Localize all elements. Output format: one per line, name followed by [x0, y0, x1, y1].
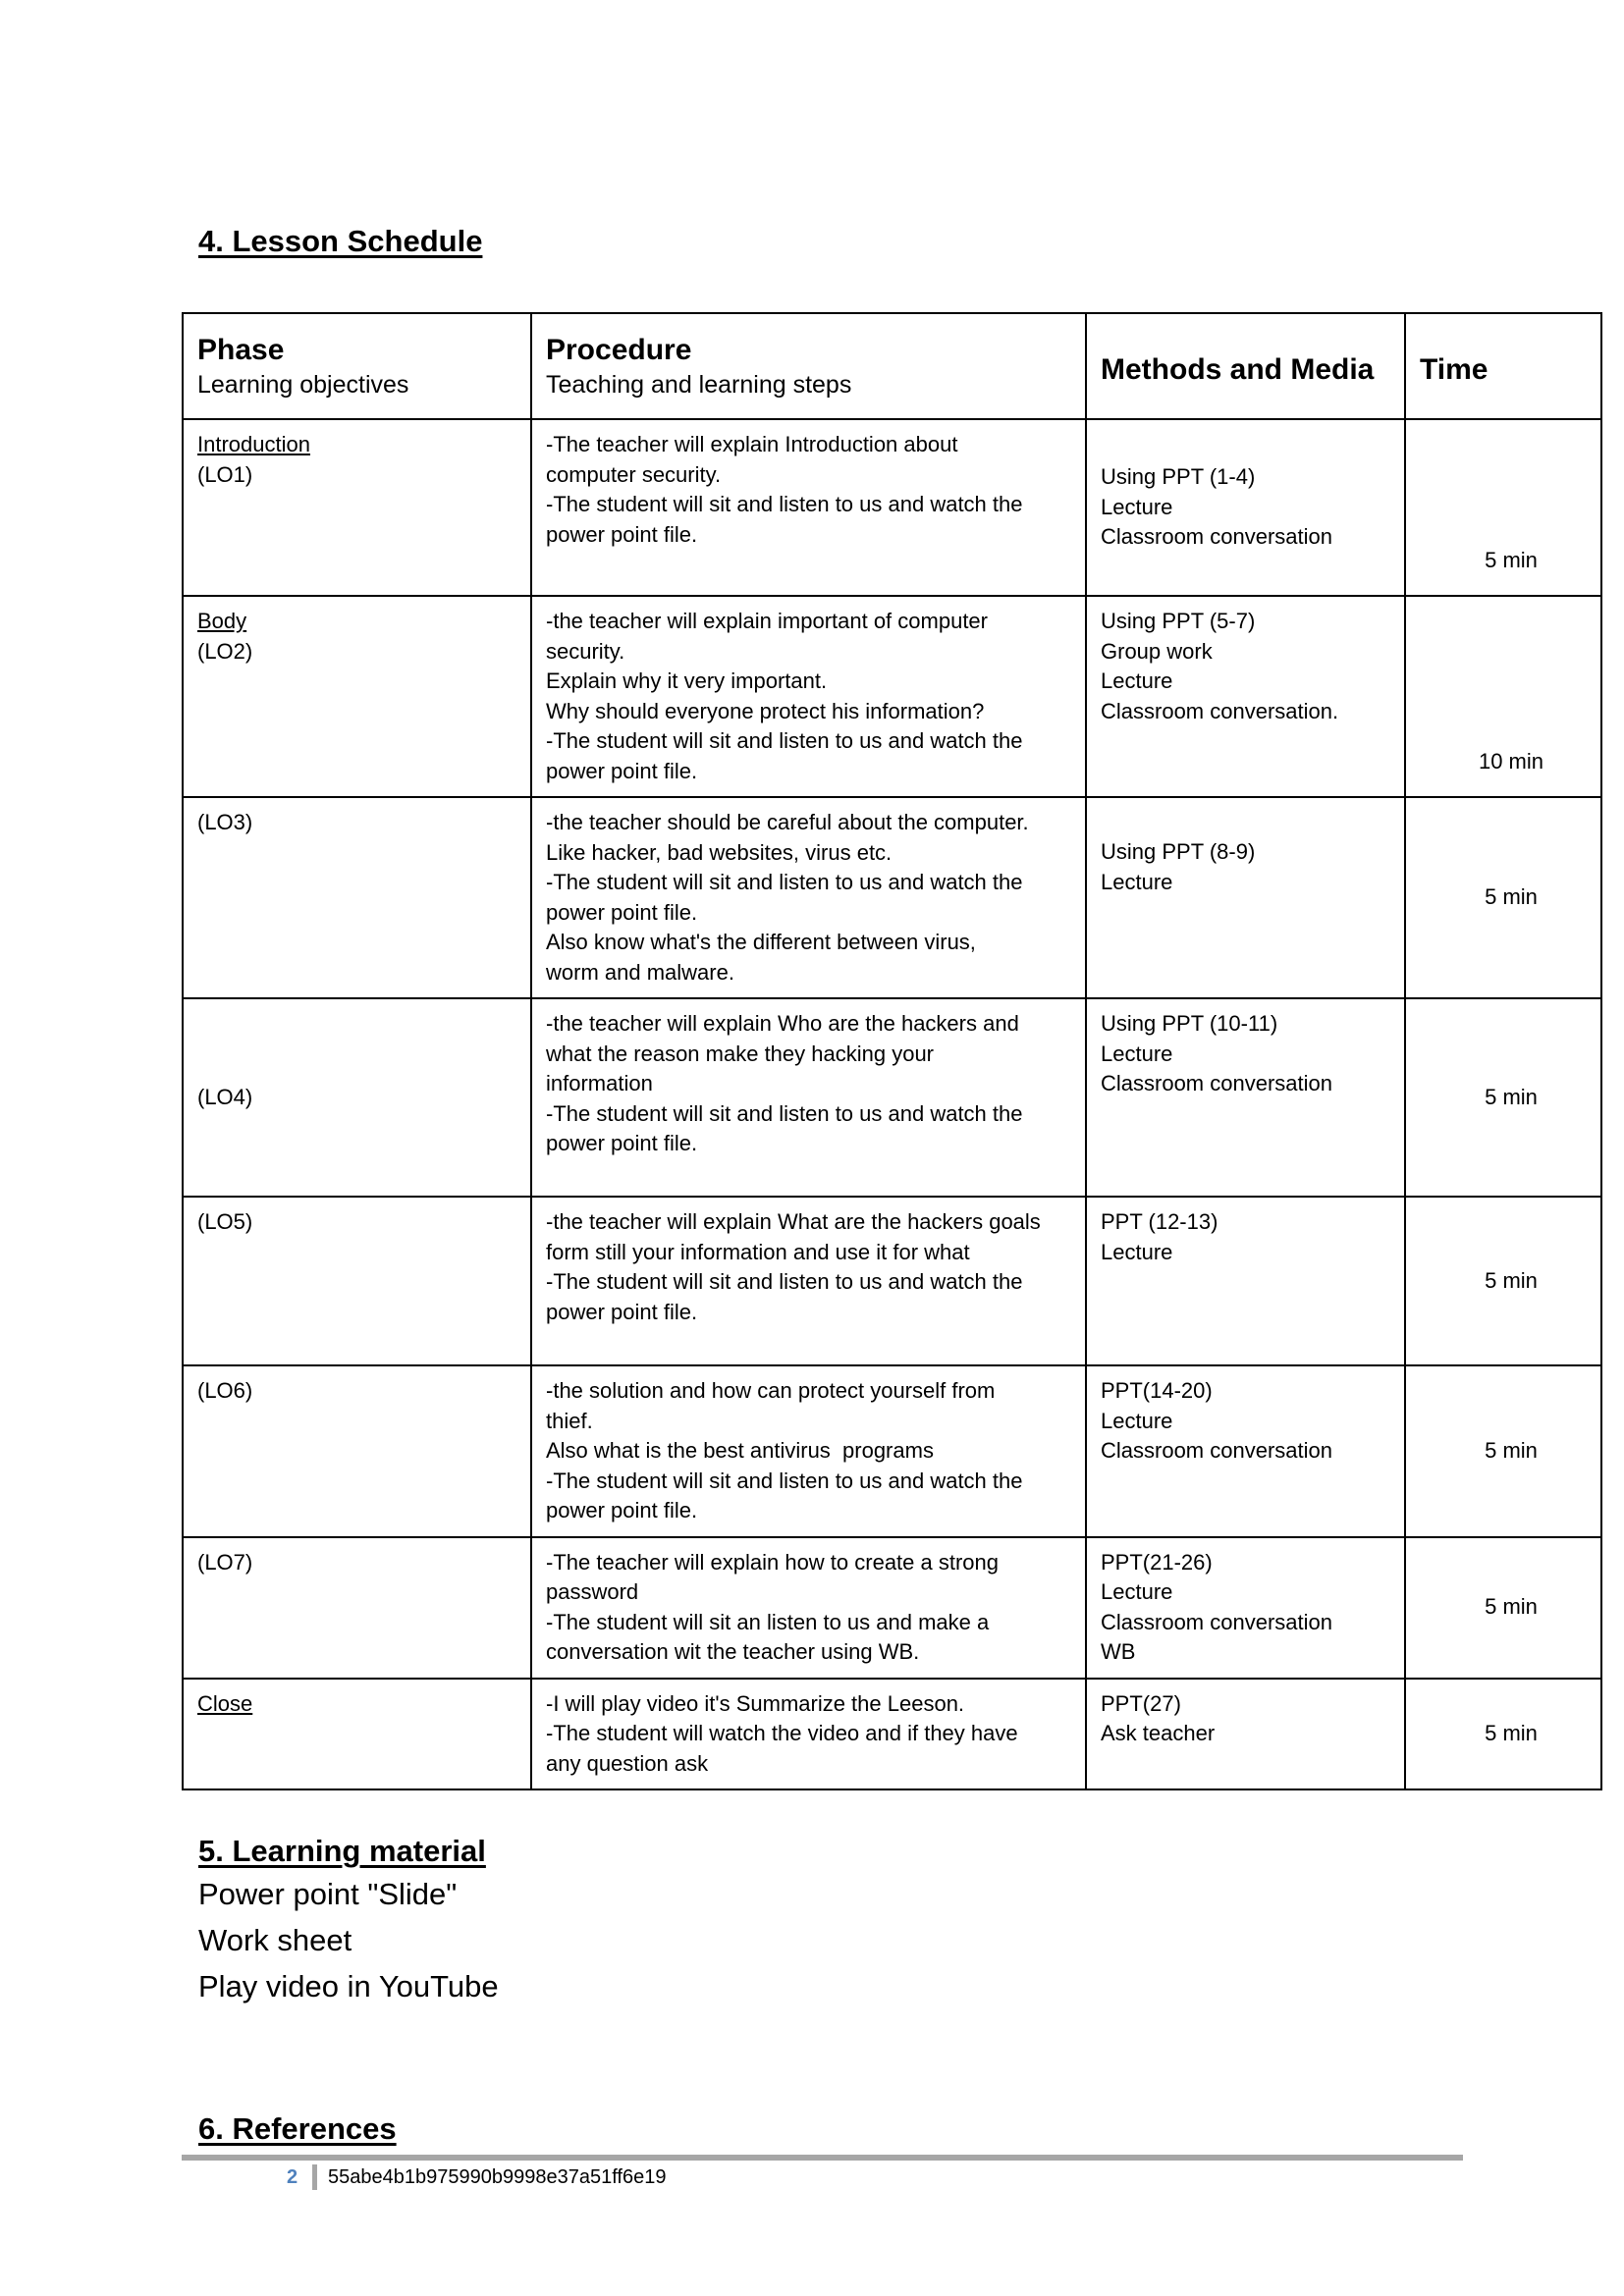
procedure-line: conversation wit the teacher using WB. — [546, 1639, 920, 1664]
section-5-heading: 5. Learning material — [198, 1834, 486, 1868]
time-cell: 5 min — [1405, 1537, 1601, 1679]
method-line: Classroom conversation. — [1101, 698, 1339, 723]
procedure-line: -The student will sit and listen to us and watch the — [546, 728, 1023, 753]
procedure-line: -The student will sit and listen to us and watch the — [546, 492, 1023, 516]
procedure-cell — [531, 797, 1086, 998]
method-line: WB — [1101, 1639, 1136, 1664]
learning-material-list — [198, 1871, 499, 2009]
procedure-line: any question ask — [546, 1750, 709, 1776]
procedure-line: what the reason make they hacking your — [546, 1041, 935, 1066]
header-procedure: Procedure Teaching and learning steps — [531, 313, 1086, 419]
procedure-line: -The teacher will explain Introduction about — [546, 432, 958, 456]
procedure-cell — [531, 1365, 1086, 1537]
methods-cell — [1086, 797, 1405, 998]
method-line: Using PPT (5-7) — [1101, 609, 1256, 633]
learning-objective-label: (LO5) — [197, 1209, 253, 1234]
phase-cell — [183, 596, 531, 797]
procedure-line: computer security. — [546, 461, 722, 487]
header-methods: Methods and Media — [1086, 313, 1405, 419]
method-line: Classroom conversation — [1101, 1609, 1332, 1634]
table-row — [183, 1679, 1601, 1790]
table-row — [183, 1365, 1601, 1537]
method-line: Lecture — [1101, 1579, 1173, 1604]
procedure-line: power point file. — [546, 758, 698, 783]
header-phase: Phase Learning objectives — [183, 313, 531, 419]
methods-cell — [1086, 1679, 1405, 1790]
procedure-line: -The teacher will explain how to create a strong — [546, 1549, 1000, 1575]
procedure-line: Why should everyone protect his information? — [546, 698, 985, 723]
procedure-line: worm and malware. — [546, 959, 734, 985]
method-line: Lecture — [1101, 869, 1173, 894]
phase-label: Close — [197, 1690, 253, 1716]
procedure-line: power point file. — [546, 1131, 698, 1155]
procedure-line: -the teacher will explain Who are the hackers and — [546, 1011, 1019, 1036]
procedure-line: -the teacher will explain What are the hackers goals — [546, 1209, 1041, 1234]
phase-cell — [183, 1679, 531, 1790]
lesson-schedule-table — [182, 312, 1602, 1790]
procedure-line: form still your information and use it for what — [546, 1239, 970, 1264]
procedure-line: -The student will watch the video and if they have — [546, 1721, 1018, 1745]
time-cell: 5 min — [1405, 797, 1601, 998]
methods-cell — [1086, 1197, 1405, 1365]
procedure-line: -The student will sit and listen to us and watch the — [546, 1100, 1023, 1126]
method-line: Classroom conversation — [1101, 1438, 1332, 1463]
list-item: Play video in YouTube — [198, 1969, 499, 2003]
method-line: PPT (12-13) — [1101, 1209, 1218, 1234]
time-cell: 5 min — [1405, 419, 1601, 596]
table-row — [183, 596, 1601, 797]
list-item: Power point "Slide" — [198, 1877, 458, 1911]
procedure-line: power point file. — [546, 1299, 698, 1324]
table-row — [183, 1197, 1601, 1365]
procedure-line: -the teacher should be careful about the computer. — [546, 810, 1029, 834]
method-line: Using PPT (1-4) — [1101, 464, 1256, 490]
procedure-line: power point file. — [546, 1498, 698, 1522]
procedure-cell — [531, 596, 1086, 797]
section-4-heading: 4. Lesson Schedule — [198, 224, 483, 258]
phase-cell — [183, 1537, 531, 1679]
time-cell: 10 min — [1405, 596, 1601, 797]
method-line: PPT(21-26) — [1101, 1549, 1213, 1575]
footer-page-number: 2 — [287, 2166, 298, 2188]
method-line: Lecture — [1101, 1239, 1173, 1264]
list-item: Work sheet — [198, 1923, 352, 1957]
procedure-line: Like hacker, bad websites, virus etc. — [546, 839, 893, 865]
method-line: Using PPT (10-11) — [1101, 1011, 1278, 1036]
table-row — [183, 419, 1601, 596]
method-line: Classroom conversation — [1101, 1071, 1332, 1095]
method-line: Lecture — [1101, 1041, 1173, 1066]
method-line: Ask teacher — [1101, 1721, 1216, 1745]
procedure-cell — [531, 1197, 1086, 1365]
footer-doc-id: 55abe4b1b975990b9998e37a51ff6e19 — [328, 2166, 667, 2188]
footer-rule — [182, 2155, 1463, 2161]
procedure-line: -The student will sit and listen to us and watch the — [546, 1468, 1023, 1493]
phase-cell — [183, 1365, 531, 1537]
time-cell: 5 min — [1405, 1679, 1601, 1790]
phase-cell — [183, 1197, 531, 1365]
table-row — [183, 797, 1601, 998]
method-line: Lecture — [1101, 668, 1173, 693]
procedure-cell — [531, 419, 1086, 596]
methods-cell — [1086, 596, 1405, 797]
phase-cell — [183, 797, 531, 998]
methods-cell — [1086, 998, 1405, 1197]
procedure-line: information — [546, 1071, 653, 1095]
phase-label: Body — [197, 609, 247, 633]
table-row — [183, 998, 1601, 1197]
header-time: Time — [1405, 313, 1601, 419]
procedure-line: -The student will sit and listen to us and watch the — [546, 1269, 1023, 1294]
procedure-line: password — [546, 1579, 639, 1604]
table-header-row — [183, 313, 1601, 419]
time-cell: 5 min — [1405, 998, 1601, 1197]
phase-cell — [183, 998, 531, 1197]
procedure-line: -The student will sit an listen to us and make a — [546, 1609, 990, 1634]
procedure-line: -The student will sit and listen to us and watch the — [546, 870, 1023, 894]
phase-cell — [183, 419, 531, 596]
methods-cell — [1086, 1365, 1405, 1537]
table-row — [183, 1537, 1601, 1679]
procedure-line: thief. — [546, 1408, 593, 1433]
phase-label: Introduction — [197, 432, 310, 456]
procedure-line: power point file. — [546, 899, 698, 925]
section-6-heading: 6. References — [198, 2111, 397, 2146]
learning-objective-label: (LO7) — [197, 1549, 253, 1575]
method-line: Using PPT (8-9) — [1101, 839, 1256, 864]
methods-cell — [1086, 1537, 1405, 1679]
method-line: PPT(14-20) — [1101, 1378, 1213, 1403]
learning-objective-label: (LO1) — [197, 461, 253, 487]
procedure-line: security. — [546, 638, 625, 664]
learning-objective-label: (LO4) — [197, 1084, 253, 1109]
procedure-cell — [531, 1537, 1086, 1679]
procedure-line: -the solution and how can protect yourself from — [546, 1378, 996, 1403]
learning-objective-label: (LO3) — [197, 810, 253, 834]
procedure-line: -the teacher will explain important of computer — [546, 609, 988, 633]
method-line: PPT(27) — [1101, 1690, 1181, 1716]
learning-objective-label: (LO6) — [197, 1378, 253, 1403]
procedure-cell — [531, 998, 1086, 1197]
procedure-line: Explain why it very important. — [546, 668, 828, 693]
time-cell: 5 min — [1405, 1197, 1601, 1365]
footer-divider — [312, 2164, 317, 2190]
procedure-line: power point file. — [546, 521, 698, 547]
procedure-line: Also what is the best antivirus programs — [546, 1438, 934, 1463]
method-line: Lecture — [1101, 1408, 1173, 1433]
procedure-cell — [531, 1679, 1086, 1790]
methods-cell — [1086, 419, 1405, 596]
time-cell: 5 min — [1405, 1365, 1601, 1537]
procedure-line: Also know what's the different between virus, — [546, 930, 976, 954]
learning-objective-label: (LO2) — [197, 638, 253, 664]
method-line: Classroom conversation — [1101, 524, 1332, 550]
method-line: Lecture — [1101, 494, 1173, 519]
procedure-line: -I will play video it's Summarize the Leeson. — [546, 1690, 965, 1716]
method-line: Group work — [1101, 638, 1213, 664]
